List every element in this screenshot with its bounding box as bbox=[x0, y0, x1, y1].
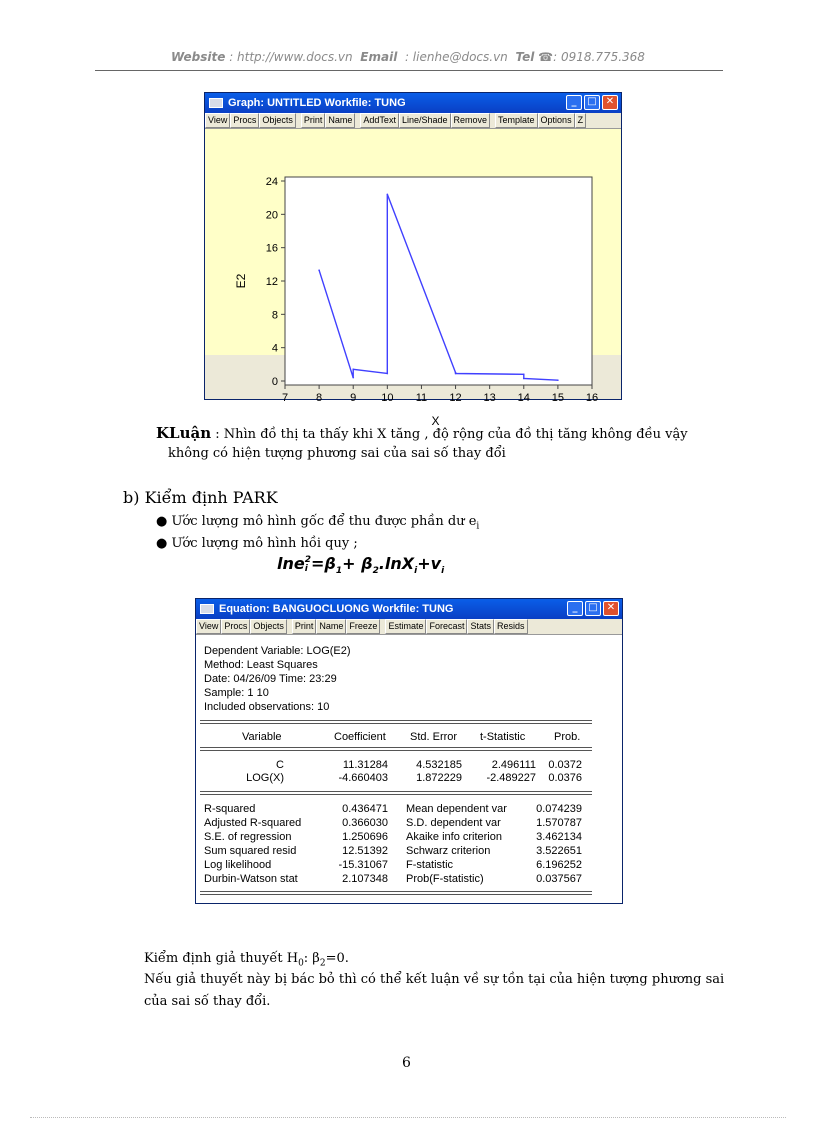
data-point bbox=[352, 377, 354, 379]
minimize-icon[interactable]: _ bbox=[567, 601, 583, 616]
page-header bbox=[0, 50, 816, 64]
x-tick-label: 11 bbox=[415, 392, 428, 404]
eq-estimate-button[interactable]: Estimate bbox=[385, 619, 426, 634]
data-point bbox=[387, 373, 389, 375]
x-tick-label: 16 bbox=[585, 392, 599, 404]
website-label: Website bbox=[171, 50, 226, 64]
conclusion-line1 bbox=[156, 424, 688, 442]
maximize-icon[interactable]: □ bbox=[584, 95, 600, 110]
formula-b2-sub: 2 bbox=[372, 566, 379, 577]
stat-value: 6.196252 bbox=[536, 859, 582, 871]
hypothesis-line2: Nếu giả thuyết này bị bác bỏ thì có thể kết luận về sự tồn tại của hiện tượng phương sai bbox=[144, 972, 725, 987]
bullet-1-sub: i bbox=[476, 521, 480, 532]
equation-window bbox=[195, 598, 623, 904]
eq-objects-button[interactable]: Objects bbox=[250, 619, 287, 634]
bullet-2 bbox=[156, 536, 358, 551]
stat-label: Mean dependent var bbox=[406, 803, 507, 815]
equation-window-title: Equation: BANGUOCLUONG Workfile: TUNG bbox=[219, 603, 454, 615]
formula-v-sub: i bbox=[441, 566, 445, 577]
stat-value: 12.51392 bbox=[342, 845, 388, 857]
bullet-icon: ● bbox=[156, 536, 168, 551]
stat-value: 1.570787 bbox=[536, 817, 582, 829]
formula-ln: ln bbox=[277, 554, 294, 573]
table-cell: -2.489227 bbox=[486, 772, 536, 784]
y-tick-label: 16 bbox=[265, 242, 278, 255]
graph-area bbox=[205, 129, 621, 428]
formula-eq: =β bbox=[311, 554, 336, 573]
graph-addtext-button[interactable]: AddText bbox=[360, 113, 399, 128]
formula-x-sub: i bbox=[414, 566, 418, 577]
x-tick-label: 13 bbox=[483, 392, 496, 404]
graph-lineshade-button[interactable]: Line/Shade bbox=[399, 113, 451, 128]
formula-sub-i: i bbox=[304, 563, 308, 574]
meta-date: Date: 04/26/09 Time: 23:29 bbox=[204, 673, 337, 685]
graph-view-button[interactable]: View bbox=[205, 113, 230, 128]
col-variable: Variable bbox=[242, 731, 282, 743]
col-prob: Prob. bbox=[554, 731, 581, 743]
stat-value: -15.31067 bbox=[338, 859, 388, 871]
page-number: 6 bbox=[402, 1055, 411, 1071]
stat-label: Schwarz criterion bbox=[406, 845, 491, 857]
table-cell: 2.496111 bbox=[491, 759, 536, 771]
eq-procs-button[interactable]: Procs bbox=[221, 619, 250, 634]
minimize-icon[interactable]: _ bbox=[566, 95, 582, 110]
graph-window-title: Graph: UNTITLED Workfile: TUNG bbox=[228, 97, 406, 109]
email-value: : lienhe@docs.vn bbox=[404, 50, 508, 64]
formula-sup2: 2 bbox=[304, 554, 311, 565]
equation-titlebar bbox=[196, 599, 622, 619]
eq-stats-button[interactable]: Stats bbox=[467, 619, 494, 634]
stat-value: 0.037567 bbox=[536, 873, 582, 885]
table-cell: 0.0376 bbox=[548, 772, 582, 784]
x-tick-label: 15 bbox=[551, 392, 565, 404]
section-b-title: b) Kiểm định PARK bbox=[123, 488, 278, 507]
graph-print-button[interactable]: Print bbox=[301, 113, 326, 128]
y-axis-label: E2 bbox=[234, 273, 248, 289]
meta-dependent: Dependent Variable: LOG(E2) bbox=[204, 645, 351, 657]
table-cell: 0.0372 bbox=[548, 759, 582, 771]
y-tick-label: 0 bbox=[271, 376, 278, 388]
bullet-1-text: Ước lượng mô hình gốc để thu được phần dư e bbox=[171, 514, 477, 529]
bullet-2-text: Ước lượng mô hình hồi quy ; bbox=[171, 536, 358, 551]
meta-method: Method: Least Squares bbox=[204, 659, 318, 671]
x-axis-label: X bbox=[431, 414, 440, 428]
stat-value: 0.436471 bbox=[342, 803, 388, 815]
data-point bbox=[557, 379, 559, 381]
graph-template-button[interactable]: Template bbox=[495, 113, 538, 128]
table-cell: -4.660403 bbox=[338, 772, 388, 784]
bullet-icon: ● bbox=[156, 514, 168, 529]
col-std-error: Std. Error bbox=[410, 731, 458, 743]
stat-label: S.D. dependent var bbox=[406, 817, 501, 829]
table-rule bbox=[200, 747, 592, 751]
conclusion-label: KLuận bbox=[156, 424, 212, 442]
conclusion-text1: : Nhìn đồ thị ta thấy khi X tăng , độ rộng của đồ thị tăng không đều vậy bbox=[215, 427, 688, 442]
x-tick-label: 12 bbox=[449, 392, 462, 404]
col-t-statistic: t-Statistic bbox=[480, 731, 526, 743]
stat-value: 0.366030 bbox=[342, 817, 388, 829]
hypothesis-text-a: Kiểm định giả thuyết H bbox=[144, 951, 299, 966]
meta-sample: Sample: 1 10 bbox=[204, 687, 269, 699]
data-point bbox=[455, 373, 457, 375]
hypothesis-sub2: 2 bbox=[319, 958, 326, 969]
stat-label: Log likelihood bbox=[204, 859, 272, 871]
table-rule bbox=[200, 791, 592, 795]
y-tick-label: 4 bbox=[271, 342, 278, 355]
y-tick-label: 24 bbox=[265, 176, 278, 188]
y-tick-label: 20 bbox=[265, 209, 278, 222]
stat-value: 3.462134 bbox=[536, 831, 582, 843]
formula-plus-v: +v bbox=[417, 554, 442, 573]
tel-label: Tel bbox=[515, 50, 535, 64]
table-cell: 1.872229 bbox=[416, 772, 462, 784]
stat-value: 0.074239 bbox=[536, 803, 582, 815]
footer-rule bbox=[30, 1117, 786, 1118]
eq-freeze-button[interactable]: Freeze bbox=[346, 619, 380, 634]
col-coefficient: Coefficient bbox=[334, 731, 386, 743]
y-tick-label: 12 bbox=[265, 276, 278, 288]
graph-name-button[interactable]: Name bbox=[325, 113, 355, 128]
bullet-1 bbox=[156, 514, 479, 532]
stat-label: Sum squared resid bbox=[204, 845, 297, 857]
stat-label: S.E. of regression bbox=[204, 831, 292, 843]
stat-value: 2.107348 bbox=[342, 873, 388, 885]
park-formula bbox=[277, 554, 444, 576]
table-cell: LOG(X) bbox=[246, 772, 284, 784]
formula-lnx: .lnX bbox=[378, 554, 415, 573]
stat-value: 3.522651 bbox=[536, 845, 582, 857]
graph-procs-button[interactable]: Procs bbox=[230, 113, 259, 128]
hypothesis-line3: của sai số thay đổi. bbox=[144, 994, 271, 1009]
hypothesis-text-c: =0. bbox=[325, 951, 349, 966]
tel-value: : 0918.775.368 bbox=[553, 50, 645, 64]
close-icon[interactable]: ✕ bbox=[603, 601, 619, 616]
eq-print-button[interactable]: Print bbox=[292, 619, 317, 634]
equation-toolbar bbox=[196, 619, 622, 635]
window-icon bbox=[209, 98, 223, 108]
x-tick-label: 10 bbox=[381, 392, 394, 404]
table-cell: C bbox=[276, 759, 284, 771]
hypothesis-line1 bbox=[144, 951, 349, 969]
table-cell: 11.31284 bbox=[342, 759, 388, 771]
graph-objects-button[interactable]: Objects bbox=[259, 113, 296, 128]
data-point bbox=[352, 369, 354, 371]
eq-name-button[interactable]: Name bbox=[316, 619, 346, 634]
x-tick-label: 14 bbox=[517, 392, 530, 404]
hypothesis-sub0: 0 bbox=[298, 958, 304, 969]
y-tick-label: 8 bbox=[271, 309, 278, 322]
data-point bbox=[523, 374, 525, 376]
stat-label: R-squared bbox=[204, 803, 256, 815]
table-rule bbox=[200, 720, 592, 724]
plot-frame bbox=[285, 177, 592, 385]
table-rule bbox=[200, 891, 592, 895]
x-tick-label: 7 bbox=[281, 392, 289, 404]
eq-resids-button[interactable]: Resids bbox=[494, 619, 528, 634]
window-icon bbox=[200, 604, 214, 614]
stat-label: Prob(F-statistic) bbox=[406, 873, 484, 885]
eq-view-button[interactable]: View bbox=[196, 619, 221, 634]
stat-label: Adjusted R-squared bbox=[204, 817, 302, 829]
conclusion-line2: không có hiện tượng phương sai của sai số thay đổi bbox=[168, 446, 506, 461]
header-rule bbox=[95, 70, 723, 71]
regression-output bbox=[196, 635, 622, 903]
formula-b1-sub: 1 bbox=[335, 566, 343, 577]
formula-plus1: + β bbox=[342, 554, 373, 573]
hypothesis-text-b: : β bbox=[303, 951, 320, 966]
meta-observations: Included observations: 10 bbox=[204, 701, 330, 713]
email-label: Email bbox=[360, 50, 398, 64]
stat-value: 1.250696 bbox=[342, 831, 388, 843]
phone-icon: ☎ bbox=[538, 50, 554, 64]
graph-titlebar bbox=[205, 93, 621, 113]
graph-remove-button[interactable]: Remove bbox=[451, 113, 491, 128]
x-tick-label: 8 bbox=[316, 392, 323, 404]
stat-label: Durbin-Watson stat bbox=[204, 873, 298, 885]
line-chart bbox=[205, 129, 621, 428]
data-point bbox=[523, 378, 525, 380]
graph-toolbar bbox=[205, 113, 621, 129]
table-cell: 4.532185 bbox=[416, 759, 462, 771]
eq-forecast-button[interactable]: Forecast bbox=[426, 619, 467, 634]
graph-window bbox=[204, 92, 622, 428]
close-icon[interactable]: ✕ bbox=[602, 95, 618, 110]
stat-label: Akaike info criterion bbox=[406, 831, 502, 843]
data-point bbox=[318, 269, 320, 271]
data-point bbox=[387, 194, 389, 196]
maximize-icon[interactable]: □ bbox=[585, 601, 601, 616]
formula-e: e bbox=[293, 554, 305, 573]
website-value: : http://www.docs.vn bbox=[229, 50, 353, 64]
graph-zoom-button[interactable]: Z bbox=[575, 113, 587, 128]
stat-label: F-statistic bbox=[406, 859, 454, 871]
x-tick-label: 9 bbox=[350, 392, 357, 404]
graph-options-button[interactable]: Options bbox=[538, 113, 575, 128]
